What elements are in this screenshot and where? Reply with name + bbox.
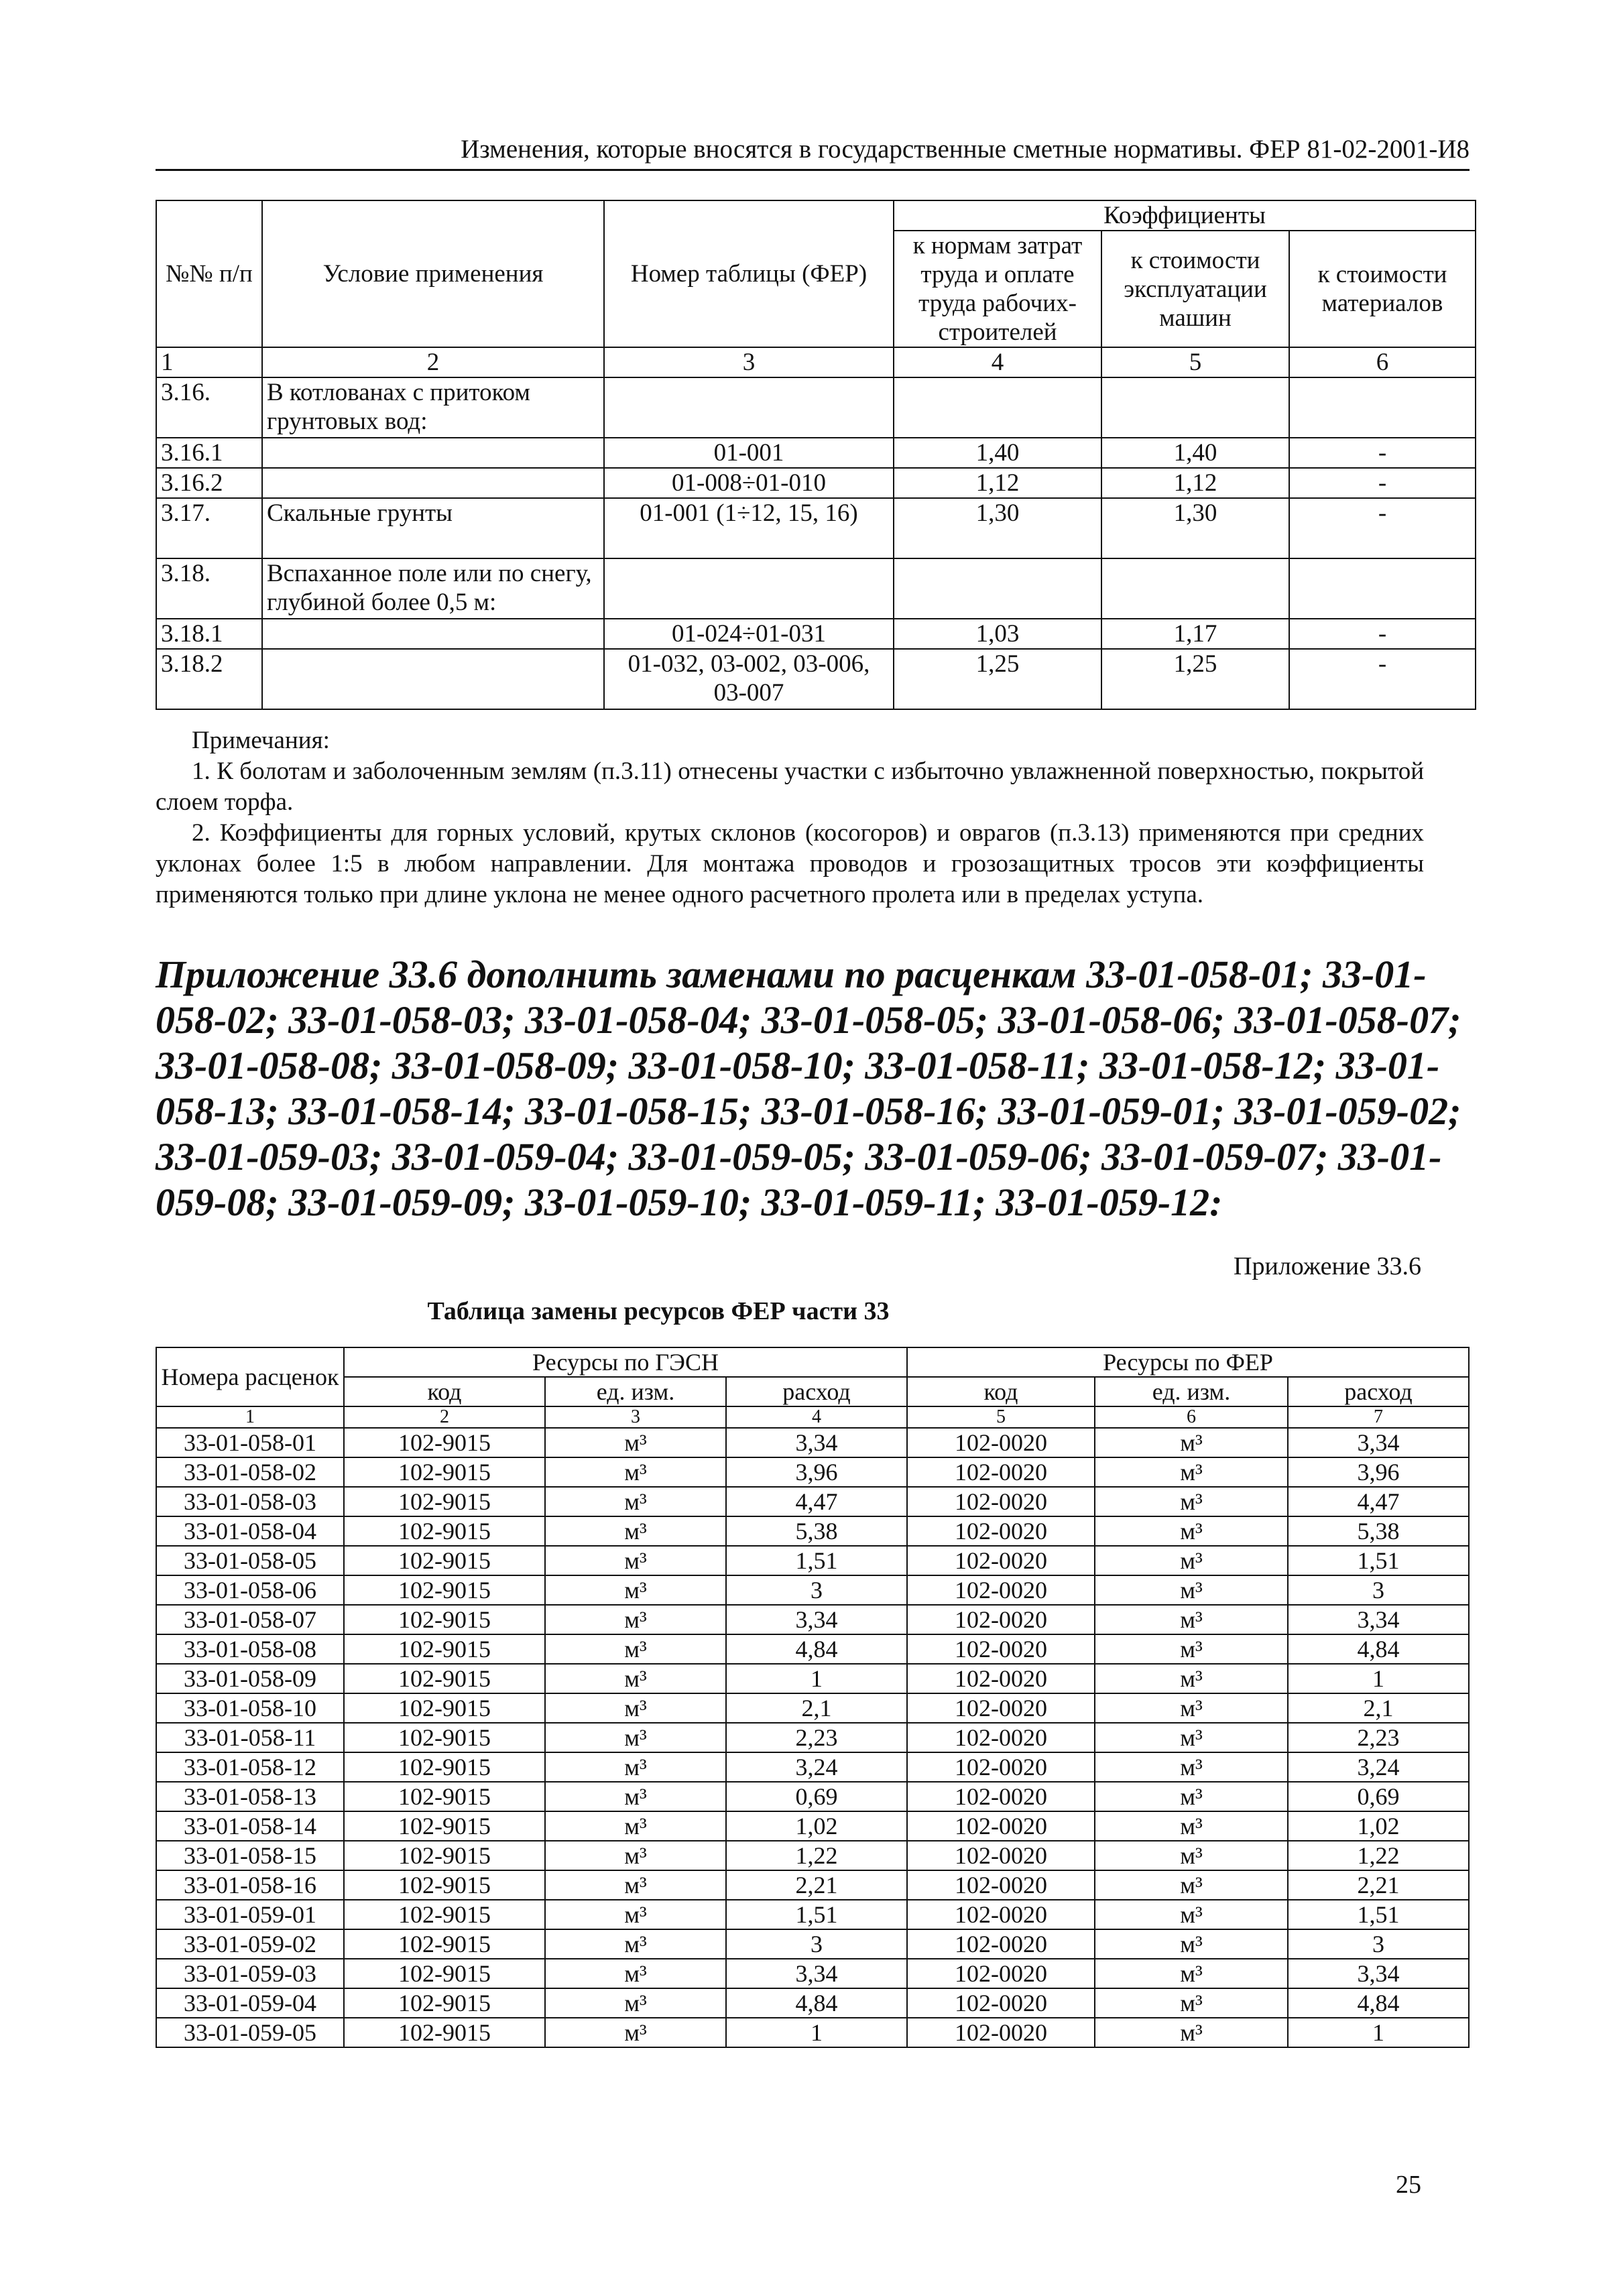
row-gesn-unit: м³ <box>545 1811 726 1841</box>
row-fer-unit: м³ <box>1095 1664 1288 1693</box>
row-fer-usage: 4,84 <box>1288 1988 1469 2018</box>
notes <box>156 725 1424 910</box>
row-condition <box>262 468 604 498</box>
row-rate: 33-01-059-04 <box>156 1988 344 2018</box>
table-row <box>156 1841 1469 1870</box>
row-fer-unit: м³ <box>1095 1870 1288 1900</box>
note-item: 1. К болотам и заболоченным землям (п.3.11) отнесены участки с избыточно увлажненной поверхностью, покрытой слоем торфа. <box>156 758 1424 816</box>
row-condition: Вспаханное поле или по снегу, глубиной более 0,5 м: <box>262 558 604 619</box>
row-fer-unit: м³ <box>1095 1811 1288 1841</box>
row-rate: 33-01-059-01 <box>156 1900 344 1929</box>
table-row <box>156 1693 1469 1723</box>
row-gesn-unit: м³ <box>545 1575 726 1605</box>
header-gesn-code: код <box>344 1377 545 1406</box>
row-gesn-unit: м³ <box>545 1841 726 1870</box>
row-gesn-code: 102-9015 <box>344 1782 545 1811</box>
row-table-no: 01-024÷01-031 <box>604 619 894 649</box>
header-machines: к стоимости эксплуатации машин <box>1101 231 1289 347</box>
row-fer-usage: 1,02 <box>1288 1811 1469 1841</box>
row-fer-code: 102-0020 <box>907 1841 1095 1870</box>
row-fer-code: 102-0020 <box>907 1546 1095 1575</box>
row-fer-usage: 1 <box>1288 1664 1469 1693</box>
row-gesn-usage: 3,34 <box>726 1605 907 1634</box>
row-gesn-code: 102-9015 <box>344 1457 545 1487</box>
row-fer-code: 102-0020 <box>907 1723 1095 1752</box>
row-fer-unit: м³ <box>1095 1752 1288 1782</box>
row-gesn-unit: м³ <box>545 1988 726 2018</box>
row-rate: 33-01-058-11 <box>156 1723 344 1752</box>
row-rate: 33-01-058-04 <box>156 1516 344 1546</box>
row-gesn-code: 102-9015 <box>344 1870 545 1900</box>
row-condition: Скальные грунты <box>262 498 604 558</box>
row-fer-usage: 3,96 <box>1288 1457 1469 1487</box>
row-k-machines <box>1101 377 1289 438</box>
row-k-machines: 1,40 <box>1101 438 1289 468</box>
row-num: 3.18.2 <box>156 649 262 709</box>
row-fer-usage: 4,47 <box>1288 1487 1469 1516</box>
row-condition <box>262 438 604 468</box>
coefficients-table <box>156 200 1476 710</box>
row-gesn-unit: м³ <box>545 1782 726 1811</box>
row-rate: 33-01-058-01 <box>156 1428 344 1457</box>
row-fer-unit: м³ <box>1095 1959 1288 1988</box>
row-rate: 33-01-058-15 <box>156 1841 344 1870</box>
row-k-machines: 1,17 <box>1101 619 1289 649</box>
row-num: 3.16.1 <box>156 438 262 468</box>
row-rate: 33-01-058-06 <box>156 1575 344 1605</box>
row-k-machines: 1,12 <box>1101 468 1289 498</box>
row-gesn-code: 102-9015 <box>344 1575 545 1605</box>
row-fer-code: 102-0020 <box>907 1664 1095 1693</box>
row-fer-unit: м³ <box>1095 1487 1288 1516</box>
row-fer-code: 102-0020 <box>907 1811 1095 1841</box>
row-gesn-code: 102-9015 <box>344 1664 545 1693</box>
row-fer-unit: м³ <box>1095 1575 1288 1605</box>
row-fer-unit: м³ <box>1095 1428 1288 1457</box>
row-fer-unit: м³ <box>1095 1900 1288 1929</box>
row-gesn-code: 102-9015 <box>344 1723 545 1752</box>
col-number: 6 <box>1095 1406 1288 1428</box>
row-gesn-usage: 2,23 <box>726 1723 907 1752</box>
col-number: 4 <box>726 1406 907 1428</box>
row-rate: 33-01-058-08 <box>156 1634 344 1664</box>
row-gesn-code: 102-9015 <box>344 1841 545 1870</box>
table-row <box>156 468 1476 498</box>
row-gesn-usage: 0,69 <box>726 1782 907 1811</box>
row-fer-usage: 1,51 <box>1288 1546 1469 1575</box>
table-row <box>156 2018 1469 2047</box>
col-number: 4 <box>894 347 1101 377</box>
row-k-materials: - <box>1289 498 1476 558</box>
table-row <box>156 1811 1469 1841</box>
row-fer-unit: м³ <box>1095 1988 1288 2018</box>
row-fer-usage: 2,21 <box>1288 1870 1469 1900</box>
note-item: 2. Коэффициенты для горных условий, крутых склонов (косогоров) и оврагов (п.3.13) применяются при средних уклонах более 1:5 в любом направлении. Для монтажа проводов и грозозащитных тросов эти коэффициенты применяются только при длине уклона не менее одного расчетного пролета или в пределах уступа. <box>156 819 1424 908</box>
row-k-labor <box>894 377 1101 438</box>
row-gesn-usage: 4,84 <box>726 1634 907 1664</box>
row-gesn-unit: м³ <box>545 1959 726 1988</box>
row-gesn-usage: 3,34 <box>726 1428 907 1457</box>
col-number: 3 <box>604 347 894 377</box>
row-fer-usage: 3 <box>1288 1575 1469 1605</box>
row-fer-code: 102-0020 <box>907 1959 1095 1988</box>
row-condition <box>262 619 604 649</box>
row-gesn-code: 102-9015 <box>344 1929 545 1959</box>
notes-title: Примечания: <box>192 727 330 754</box>
col-number: 6 <box>1289 347 1476 377</box>
col-number: 5 <box>907 1406 1095 1428</box>
row-gesn-code: 102-9015 <box>344 1811 545 1841</box>
table-row <box>156 377 1476 438</box>
row-gesn-usage: 1,51 <box>726 1546 907 1575</box>
page-header: Изменения, которые вносятся в государственные сметные нормативы. ФЕР 81-02-2001-И8 <box>156 133 1470 171</box>
table-row <box>156 619 1476 649</box>
row-fer-usage: 4,84 <box>1288 1634 1469 1664</box>
row-fer-usage: 2,1 <box>1288 1693 1469 1723</box>
row-gesn-code: 102-9015 <box>344 1487 545 1516</box>
row-k-materials: - <box>1289 619 1476 649</box>
row-fer-code: 102-0020 <box>907 1634 1095 1664</box>
row-gesn-code: 102-9015 <box>344 1634 545 1664</box>
row-fer-unit: м³ <box>1095 1634 1288 1664</box>
table-row <box>156 498 1476 558</box>
row-gesn-usage: 1,02 <box>726 1811 907 1841</box>
row-gesn-unit: м³ <box>545 1693 726 1723</box>
row-fer-unit: м³ <box>1095 1605 1288 1634</box>
row-fer-code: 102-0020 <box>907 1870 1095 1900</box>
header-gesn-usage: расход <box>726 1377 907 1406</box>
row-rate: 33-01-058-13 <box>156 1782 344 1811</box>
col-number: 2 <box>262 347 604 377</box>
row-gesn-usage: 3 <box>726 1575 907 1605</box>
header-rates: Номера расценок <box>156 1347 344 1406</box>
table-row <box>156 1605 1469 1634</box>
resource-replacement-table <box>156 1347 1470 2048</box>
row-fer-usage: 3 <box>1288 1929 1469 1959</box>
table-row <box>156 1988 1469 2018</box>
row-gesn-usage: 3,24 <box>726 1752 907 1782</box>
row-table-no: 01-001 (1÷12, 15, 16) <box>604 498 894 558</box>
row-table-no: 01-001 <box>604 438 894 468</box>
row-num: 3.16.2 <box>156 468 262 498</box>
row-fer-usage: 3,34 <box>1288 1605 1469 1634</box>
row-rate: 33-01-058-12 <box>156 1752 344 1782</box>
row-k-labor: 1,30 <box>894 498 1101 558</box>
row-gesn-code: 102-9015 <box>344 1752 545 1782</box>
header-coefficients: Коэффициенты <box>894 200 1476 231</box>
row-k-materials: - <box>1289 438 1476 468</box>
header-condition: Условие применения <box>262 200 604 347</box>
row-gesn-unit: м³ <box>545 1929 726 1959</box>
row-fer-code: 102-0020 <box>907 1516 1095 1546</box>
header-gesn-unit: ед. изм. <box>545 1377 726 1406</box>
row-gesn-usage: 2,1 <box>726 1693 907 1723</box>
row-gesn-usage: 2,21 <box>726 1870 907 1900</box>
row-k-materials: - <box>1289 649 1476 709</box>
row-gesn-unit: м³ <box>545 1870 726 1900</box>
col-number: 3 <box>545 1406 726 1428</box>
col-number: 2 <box>344 1406 545 1428</box>
row-gesn-unit: м³ <box>545 1457 726 1487</box>
col-number: 7 <box>1288 1406 1469 1428</box>
row-rate: 33-01-058-02 <box>156 1457 344 1487</box>
row-k-labor: 1,40 <box>894 438 1101 468</box>
row-k-materials: - <box>1289 468 1476 498</box>
row-k-labor: 1,03 <box>894 619 1101 649</box>
row-fer-code: 102-0020 <box>907 2018 1095 2047</box>
row-gesn-unit: м³ <box>545 1516 726 1546</box>
table-row <box>156 1516 1469 1546</box>
row-gesn-usage: 3,34 <box>726 1959 907 1988</box>
row-fer-unit: м³ <box>1095 1782 1288 1811</box>
row-condition: В котлованах с притоком грунтовых вод: <box>262 377 604 438</box>
row-gesn-usage: 1,51 <box>726 1900 907 1929</box>
row-gesn-unit: м³ <box>545 1752 726 1782</box>
row-gesn-unit: м³ <box>545 1634 726 1664</box>
row-gesn-code: 102-9015 <box>344 1605 545 1634</box>
row-gesn-usage: 3 <box>726 1929 907 1959</box>
header-num: №№ п/п <box>156 200 262 347</box>
page-number: 25 <box>1396 2171 1421 2199</box>
row-gesn-unit: м³ <box>545 1487 726 1516</box>
table-row <box>156 1782 1469 1811</box>
row-num: 3.18.1 <box>156 619 262 649</box>
row-fer-code: 102-0020 <box>907 1575 1095 1605</box>
row-k-labor <box>894 558 1101 619</box>
row-table-no <box>604 558 894 619</box>
row-gesn-usage: 1,22 <box>726 1841 907 1870</box>
row-gesn-usage: 5,38 <box>726 1516 907 1546</box>
table-row <box>156 1575 1469 1605</box>
row-gesn-unit: м³ <box>545 1546 726 1575</box>
table-title: Таблица замены ресурсов ФЕР части 33 <box>427 1297 890 1325</box>
row-fer-usage: 2,23 <box>1288 1723 1469 1752</box>
table-row <box>156 649 1476 709</box>
table-row <box>156 1929 1469 1959</box>
row-fer-unit: м³ <box>1095 1723 1288 1752</box>
row-fer-code: 102-0020 <box>907 1457 1095 1487</box>
row-fer-code: 102-0020 <box>907 1428 1095 1457</box>
row-fer-unit: м³ <box>1095 1516 1288 1546</box>
row-fer-code: 102-0020 <box>907 1782 1095 1811</box>
header-table-no: Номер таблицы (ФЕР) <box>604 200 894 347</box>
row-gesn-code: 102-9015 <box>344 1516 545 1546</box>
table-row <box>156 438 1476 468</box>
row-num: 3.17. <box>156 498 262 558</box>
row-fer-usage: 3,24 <box>1288 1752 1469 1782</box>
row-rate: 33-01-058-14 <box>156 1811 344 1841</box>
row-fer-code: 102-0020 <box>907 1693 1095 1723</box>
row-condition <box>262 649 604 709</box>
header-labor: к нормам затрат труда и оплате труда рабочих-строителей <box>894 231 1101 347</box>
annex-heading: Приложение 33.6 дополнить заменами по расценкам 33-01-058-01; 33-01-058-02; 33-01-058-03; 33-01-058-04; 33-01-058-05; 33-01-058-06; 33-01-058-07; 33-01-058-08; 33-01-058-09; 33-01-058-10; 33-01-058-11; 33-01-058-12; 33-01-058-13; 33-01-058-14; 33-01-058-15; 33-01-058-16; 33-01-059-01; 33-01-059-02; 33-01-059-03; 33-01-059-04; 33-01-059-05; 33-01-059-06; 33-01-059-07; 33-01-059-08; 33-01-059-09; 33-01-059-10; 33-01-059-11; 33-01-059-12: <box>156 953 1461 1224</box>
row-fer-code: 102-0020 <box>907 1900 1095 1929</box>
row-table-no: 01-008÷01-010 <box>604 468 894 498</box>
row-rate: 33-01-058-10 <box>156 1693 344 1723</box>
row-fer-unit: м³ <box>1095 1457 1288 1487</box>
row-fer-unit: м³ <box>1095 1929 1288 1959</box>
row-k-machines <box>1101 558 1289 619</box>
row-fer-code: 102-0020 <box>907 1487 1095 1516</box>
table-row <box>156 1870 1469 1900</box>
header-fer-usage: расход <box>1288 1377 1469 1406</box>
table-row <box>156 1723 1469 1752</box>
row-gesn-code: 102-9015 <box>344 1428 545 1457</box>
row-gesn-usage: 1 <box>726 2018 907 2047</box>
row-fer-usage: 3,34 <box>1288 1428 1469 1457</box>
row-k-machines: 1,25 <box>1101 649 1289 709</box>
row-k-labor: 1,12 <box>894 468 1101 498</box>
header-gesn: Ресурсы по ГЭСН <box>344 1347 907 1377</box>
header-fer-unit: ед. изм. <box>1095 1377 1288 1406</box>
row-gesn-unit: м³ <box>545 1605 726 1634</box>
row-gesn-usage: 3,96 <box>726 1457 907 1487</box>
row-gesn-code: 102-9015 <box>344 1546 545 1575</box>
row-k-materials <box>1289 558 1476 619</box>
table-row <box>156 1959 1469 1988</box>
col-number: 5 <box>1101 347 1289 377</box>
row-gesn-code: 102-9015 <box>344 1693 545 1723</box>
table-row <box>156 1752 1469 1782</box>
row-gesn-unit: м³ <box>545 1723 726 1752</box>
row-rate: 33-01-059-05 <box>156 2018 344 2047</box>
row-num: 3.16. <box>156 377 262 438</box>
row-fer-code: 102-0020 <box>907 1988 1095 2018</box>
table-row <box>156 1634 1469 1664</box>
row-fer-usage: 3,34 <box>1288 1959 1469 1988</box>
row-table-no: 01-032, 03-002, 03-006, 03-007 <box>604 649 894 709</box>
header-fer: Ресурсы по ФЕР <box>907 1347 1469 1377</box>
row-gesn-unit: м³ <box>545 1900 726 1929</box>
row-gesn-unit: м³ <box>545 2018 726 2047</box>
annex-label: Приложение 33.6 <box>1234 1252 1421 1280</box>
row-rate: 33-01-058-05 <box>156 1546 344 1575</box>
table-row <box>156 1900 1469 1929</box>
row-fer-usage: 1,22 <box>1288 1841 1469 1870</box>
row-fer-unit: м³ <box>1095 1693 1288 1723</box>
row-fer-usage: 1 <box>1288 2018 1469 2047</box>
table-row <box>156 558 1476 619</box>
row-k-materials <box>1289 377 1476 438</box>
row-gesn-usage: 4,84 <box>726 1988 907 2018</box>
row-k-labor: 1,25 <box>894 649 1101 709</box>
row-fer-code: 102-0020 <box>907 1929 1095 1959</box>
row-gesn-usage: 4,47 <box>726 1487 907 1516</box>
row-fer-code: 102-0020 <box>907 1605 1095 1634</box>
row-gesn-unit: м³ <box>545 1428 726 1457</box>
row-fer-usage: 1,51 <box>1288 1900 1469 1929</box>
row-k-machines: 1,30 <box>1101 498 1289 558</box>
row-gesn-unit: м³ <box>545 1664 726 1693</box>
row-gesn-code: 102-9015 <box>344 1959 545 1988</box>
table-row <box>156 1546 1469 1575</box>
row-rate: 33-01-058-16 <box>156 1870 344 1900</box>
row-gesn-code: 102-9015 <box>344 2018 545 2047</box>
row-rate: 33-01-059-03 <box>156 1959 344 1988</box>
row-rate: 33-01-058-09 <box>156 1664 344 1693</box>
row-gesn-code: 102-9015 <box>344 1988 545 2018</box>
table-row <box>156 1428 1469 1457</box>
col-number: 1 <box>156 1406 344 1428</box>
row-fer-code: 102-0020 <box>907 1752 1095 1782</box>
row-rate: 33-01-059-02 <box>156 1929 344 1959</box>
row-fer-usage: 0,69 <box>1288 1782 1469 1811</box>
table-row <box>156 1457 1469 1487</box>
row-rate: 33-01-058-07 <box>156 1605 344 1634</box>
row-fer-usage: 5,38 <box>1288 1516 1469 1546</box>
header-fer-code: код <box>907 1377 1095 1406</box>
row-rate: 33-01-058-03 <box>156 1487 344 1516</box>
row-fer-unit: м³ <box>1095 2018 1288 2047</box>
row-gesn-code: 102-9015 <box>344 1900 545 1929</box>
row-table-no <box>604 377 894 438</box>
row-gesn-usage: 1 <box>726 1664 907 1693</box>
table-row <box>156 1664 1469 1693</box>
header-materials: к стоимости материалов <box>1289 231 1476 347</box>
table-row <box>156 1487 1469 1516</box>
row-fer-unit: м³ <box>1095 1546 1288 1575</box>
row-fer-unit: м³ <box>1095 1841 1288 1870</box>
row-num: 3.18. <box>156 558 262 619</box>
col-number: 1 <box>156 347 262 377</box>
